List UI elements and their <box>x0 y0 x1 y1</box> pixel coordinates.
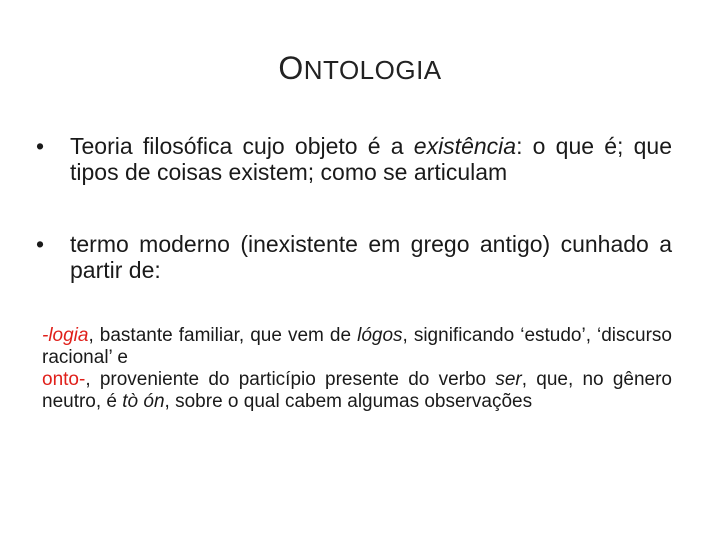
paragraph-onto <box>42 369 672 413</box>
paragraph-text-part: , proveniente do particípio presente do verbo <box>85 369 496 390</box>
bullet-item <box>36 133 672 185</box>
bullet-text <box>70 133 672 185</box>
bullet-text <box>70 231 672 283</box>
bullet-text-part: : o que é; que tipos de coisas existem; como se articulam <box>70 133 672 185</box>
bullet-dot-icon: • <box>36 133 45 159</box>
term-logos: lógos <box>357 325 403 346</box>
term-ser: ser <box>495 369 522 390</box>
term-onto: onto- <box>42 369 86 390</box>
paragraph-logia <box>42 325 672 369</box>
bullet-text-part: termo moderno (inexistente em grego antigo) cunhado a partir de: <box>70 231 672 283</box>
bullet-text-emphasis: existência <box>413 133 517 159</box>
title-first-letter: O <box>278 50 304 86</box>
paragraph-text-part: , sobre o qual cabem algumas observações <box>164 391 533 412</box>
term-logia: -logia <box>42 325 89 346</box>
paragraph-text-part: , significando ‘estudo’, ‘discurso racional’ e <box>42 325 672 368</box>
page-title <box>0 50 720 87</box>
paragraph-text-part: , que, no gênero neutro, é <box>42 369 672 412</box>
term-to-on: tò ón <box>122 391 165 412</box>
bullet-text-part: Teoria filosófica cujo objeto é a <box>70 133 414 159</box>
title-rest: NTOLOGIA <box>303 55 442 85</box>
paragraph-text-part: , bastante familiar, que vem de <box>88 325 358 346</box>
bullet-dot-icon: • <box>36 231 45 257</box>
bullet-item <box>36 231 672 283</box>
